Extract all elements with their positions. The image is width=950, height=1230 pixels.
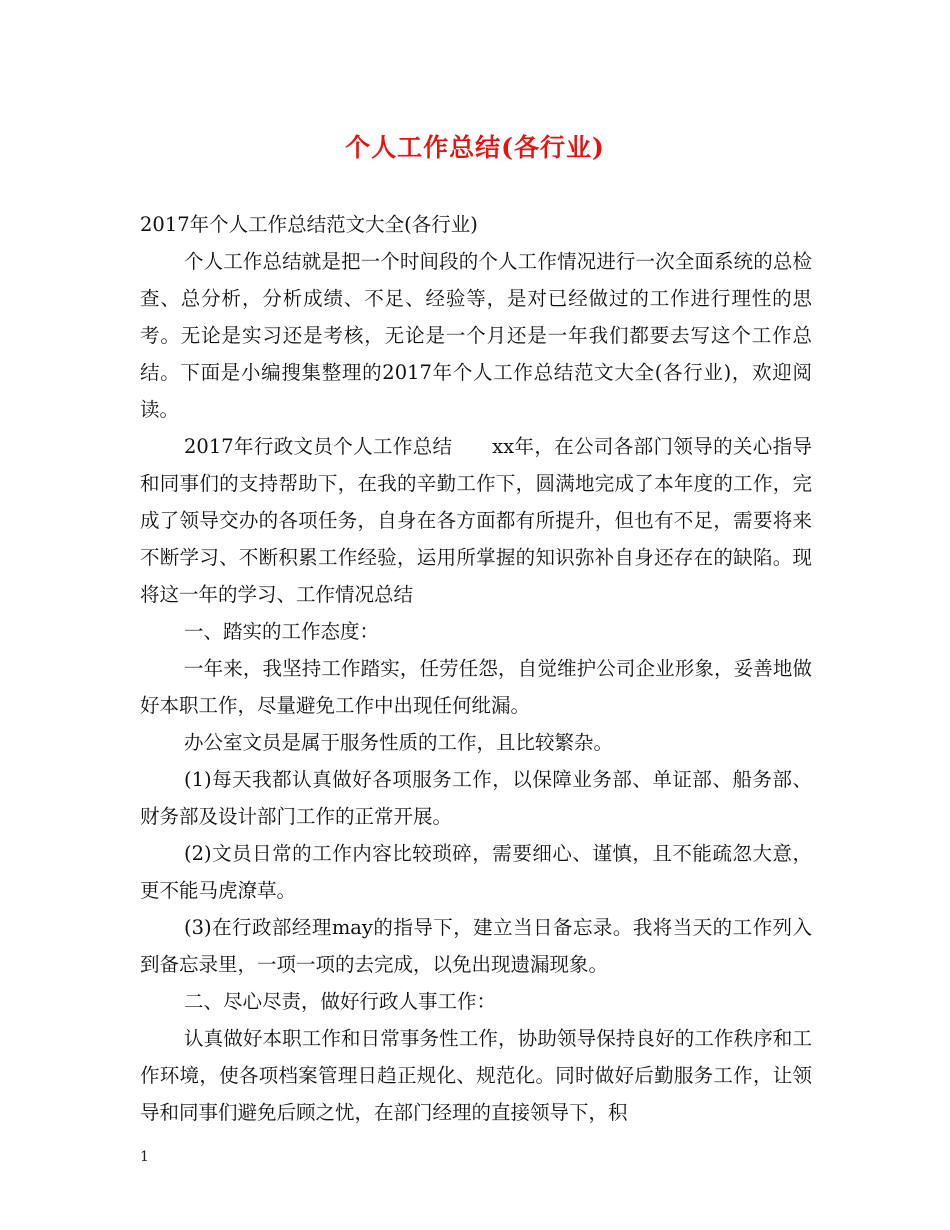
paragraph-summary-opening: 2017年行政文员个人工作总结 xx年，在公司各部门领导的关心指导和同事们的支持帮助下，在我的辛勤工作下，圆满地完成了本年度的工作，完成了领导交办的各项任务，自身在各方面都有所提升，但也有不足，需要将来不断学习、不断积累工作经验，运用所掌握的知识弥补自身还存在的缺陷。现将这一年的学习、工作情况总结 xyxy=(140,435,812,606)
list-item-2: (2)文员日常的工作内容比较琐碎，需要细心、谨慎，且不能疏忽大意，更不能马虎潦草。 xyxy=(140,842,812,902)
paragraph-intro: 个人工作总结就是把一个时间段的个人工作情况进行一次全面系统的总检查、总分析，分析成绩、不足、经验等，是对已经做过的工作进行理性的思考。无论是实习还是考核，无论是一个月还是一年我们都要去写这个工作总结。下面是小编搜集整理的2017年个人工作总结范文大全(各行业)，欢迎阅读。 xyxy=(140,250,812,421)
paragraph-subtitle: 2017年个人工作总结范文大全(各行业) xyxy=(140,213,478,236)
paragraph-admin: 认真做好本职工作和日常事务性工作，协助领导保持良好的工作秩序和工作环境，使各项档案管理日趋正规化、规范化。同时做好后勤服务工作，让领导和同事们避免后顾之忧，在部门经理的直接领导下，积 xyxy=(140,1027,812,1124)
paragraph-office-role: 办公室文员是属于服务性质的工作，且比较繁杂。 xyxy=(184,731,614,754)
page-number: 1 xyxy=(140,1149,149,1165)
paragraph-attitude: 一年来，我坚持工作踏实，任劳任怨，自觉维护公司企业形象，妥善地做好本职工作，尽量避免工作中出现任何纰漏。 xyxy=(140,657,812,717)
document-body xyxy=(140,206,812,1131)
section-heading-attitude: 一、踏实的工作态度： xyxy=(184,620,380,643)
list-item-1: (1)每天我都认真做好各项服务工作，以保障业务部、单证部、船务部、财务部及设计部门工作的正常开展。 xyxy=(140,768,812,828)
document-title: 个人工作总结(各行业) xyxy=(345,133,605,162)
section-heading-admin: 二、尽心尽责，做好行政人事工作： xyxy=(184,990,497,1013)
list-item-3: (3)在行政部经理may的指导下，建立当日备忘录。我将当天的工作列入到备忘录里，一项一项的去完成，以免出现遗漏现象。 xyxy=(140,916,812,976)
